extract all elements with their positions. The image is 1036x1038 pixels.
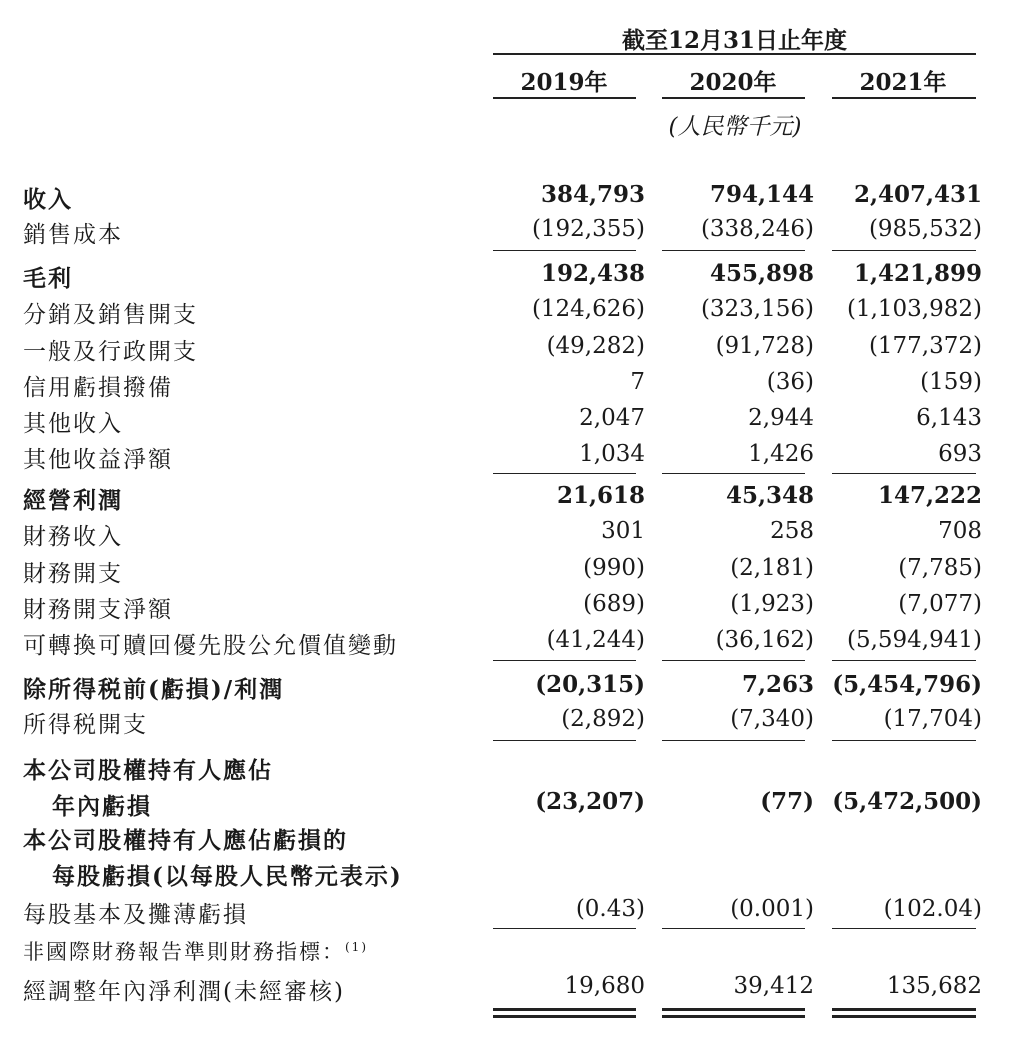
cell-revenue-2021: 2,407,431 bbox=[853, 181, 982, 208]
row-label-other-gains: 其他收益淨額 bbox=[23, 447, 173, 473]
row-label-attributable-heading: 本公司股權持有人應佔 bbox=[23, 757, 273, 784]
subtotal-rule bbox=[493, 473, 636, 474]
cell-operating-profit-2019: 21,618 bbox=[556, 482, 645, 509]
row-label-operating-profit: 經營利潤 bbox=[23, 487, 123, 514]
row-label-non-ifrs-heading bbox=[23, 936, 368, 966]
cell-loss-for-year-2021: (5,472,500) bbox=[832, 788, 982, 815]
cell-gross-profit-2020: 455,898 bbox=[709, 260, 814, 287]
cell-admin-2020: (91,728) bbox=[715, 333, 814, 359]
year-2020-underline bbox=[662, 97, 805, 99]
cell-finance-income-2019: 301 bbox=[601, 518, 645, 544]
subtotal-rule bbox=[662, 660, 805, 661]
cell-other-income-2019: 2,047 bbox=[579, 405, 645, 431]
cell-distribution-2021: (1,103,982) bbox=[846, 296, 982, 322]
cell-finance-income-2020: 258 bbox=[770, 518, 814, 544]
currency-unit: (人民幣千元) bbox=[668, 114, 802, 140]
row-label-gross-profit: 毛利 bbox=[23, 265, 73, 292]
cell-credit-loss-2019: 7 bbox=[630, 369, 645, 395]
cell-loss-before-tax-2021: (5,454,796) bbox=[832, 671, 982, 698]
cell-finance-costs-2019: (990) bbox=[583, 555, 645, 581]
double-total-rule bbox=[662, 1015, 805, 1018]
subtotal-rule bbox=[662, 740, 805, 741]
row-label-basic-diluted-eps: 每股基本及攤薄虧損 bbox=[23, 902, 248, 928]
double-total-rule bbox=[493, 1015, 636, 1018]
cell-loss-before-tax-2019: (20,315) bbox=[535, 671, 645, 698]
row-label-net-finance-costs: 財務開支淨額 bbox=[23, 597, 173, 623]
cell-net-finance-2021: (7,077) bbox=[898, 591, 982, 617]
cell-finance-costs-2020: (2,181) bbox=[730, 555, 814, 581]
cell-distribution-2020: (323,156) bbox=[700, 296, 814, 322]
cell-cost-of-sales-2019: (192,355) bbox=[531, 216, 645, 242]
cell-net-finance-2020: (1,923) bbox=[730, 591, 814, 617]
subtotal-rule bbox=[832, 250, 976, 251]
cell-loss-for-year-2019: (23,207) bbox=[535, 788, 645, 815]
cell-adjusted-profit-2019: 19,680 bbox=[564, 973, 645, 999]
cell-loss-before-tax-2020: 7,263 bbox=[741, 671, 814, 698]
row-label-eps-heading: 本公司股權持有人應佔虧損的 bbox=[23, 827, 348, 854]
row-label-revenue: 收入 bbox=[23, 186, 73, 213]
subtotal-rule bbox=[493, 250, 636, 251]
row-label-other-income: 其他收入 bbox=[23, 411, 123, 437]
cell-net-finance-2019: (689) bbox=[583, 591, 645, 617]
cell-gross-profit-2019: 192,438 bbox=[540, 260, 645, 287]
subtotal-rule bbox=[493, 928, 636, 929]
cell-other-income-2021: 6,143 bbox=[916, 405, 982, 431]
cell-fair-value-2020: (36,162) bbox=[715, 627, 814, 653]
subtotal-rule bbox=[832, 740, 976, 741]
cell-fair-value-2021: (5,594,941) bbox=[846, 627, 982, 653]
cell-credit-loss-2021: (159) bbox=[920, 369, 982, 395]
cell-admin-2019: (49,282) bbox=[546, 333, 645, 359]
row-label-fair-value-change: 可轉換可贖回優先股公允價值變動 bbox=[23, 633, 398, 659]
subtotal-rule bbox=[662, 473, 805, 474]
cell-income-tax-2019: (2,892) bbox=[561, 706, 645, 732]
cell-gross-profit-2021: 1,421,899 bbox=[853, 260, 982, 287]
subtotal-rule bbox=[662, 928, 805, 929]
cell-adjusted-profit-2020: 39,412 bbox=[733, 973, 814, 999]
header-divider bbox=[493, 53, 976, 55]
row-label-finance-income: 財務收入 bbox=[23, 524, 123, 550]
cell-cost-of-sales-2021: (985,532) bbox=[868, 216, 982, 242]
cell-other-gains-2021: 693 bbox=[938, 441, 982, 467]
year-2019-underline bbox=[493, 97, 636, 99]
cell-admin-2021: (177,372) bbox=[868, 333, 982, 359]
cell-finance-income-2021: 708 bbox=[938, 518, 982, 544]
cell-distribution-2019: (124,626) bbox=[531, 296, 645, 322]
row-label-adjusted-net-profit: 經調整年內淨利潤(未經審核) bbox=[23, 979, 345, 1005]
row-label-credit-loss: 信用虧損撥備 bbox=[23, 375, 173, 401]
row-label-cost-of-sales: 銷售成本 bbox=[23, 222, 123, 248]
subtotal-rule bbox=[832, 928, 976, 929]
row-label-finance-costs: 財務開支 bbox=[23, 561, 123, 587]
cell-income-tax-2021: (17,704) bbox=[883, 706, 982, 732]
cell-revenue-2020: 794,144 bbox=[709, 181, 814, 208]
row-label-loss-before-tax: 除所得税前(虧損)/利潤 bbox=[23, 676, 285, 703]
cell-income-tax-2020: (7,340) bbox=[730, 706, 814, 732]
row-label-loss-for-year: 年內虧損 bbox=[52, 793, 152, 820]
cell-other-gains-2019: 1,034 bbox=[579, 441, 645, 467]
row-label-income-tax: 所得税開支 bbox=[23, 712, 148, 738]
row-label-eps-subheading: 每股虧損(以每股人民幣元表示) bbox=[52, 863, 403, 890]
subtotal-rule bbox=[832, 660, 976, 661]
cell-finance-costs-2021: (7,785) bbox=[898, 555, 982, 581]
year-2019-header: 2019年 bbox=[520, 69, 608, 96]
double-total-rule bbox=[493, 1008, 636, 1011]
subtotal-rule bbox=[493, 660, 636, 661]
cell-eps-2021: (102.04) bbox=[883, 896, 982, 922]
footnote-marker: (1) bbox=[345, 940, 368, 954]
subtotal-rule bbox=[493, 740, 636, 741]
period-header: 截至12月31日止年度 bbox=[621, 27, 847, 54]
cell-other-income-2020: 2,944 bbox=[748, 405, 814, 431]
cell-cost-of-sales-2020: (338,246) bbox=[700, 216, 814, 242]
cell-eps-2019: (0.43) bbox=[575, 896, 645, 922]
subtotal-rule bbox=[832, 473, 976, 474]
double-total-rule bbox=[832, 1015, 976, 1018]
double-total-rule bbox=[662, 1008, 805, 1011]
cell-revenue-2019: 384,793 bbox=[540, 181, 645, 208]
cell-operating-profit-2020: 45,348 bbox=[725, 482, 814, 509]
row-label-distribution-expenses: 分銷及銷售開支 bbox=[23, 302, 198, 328]
year-2021-header: 2021年 bbox=[859, 69, 947, 96]
cell-credit-loss-2020: (36) bbox=[766, 369, 814, 395]
row-label-admin-expenses: 一般及行政開支 bbox=[23, 339, 198, 365]
cell-adjusted-profit-2021: 135,682 bbox=[886, 973, 982, 999]
year-2020-header: 2020年 bbox=[689, 69, 777, 96]
cell-other-gains-2020: 1,426 bbox=[748, 441, 814, 467]
cell-operating-profit-2021: 147,222 bbox=[877, 482, 982, 509]
cell-fair-value-2019: (41,244) bbox=[546, 627, 645, 653]
year-2021-underline bbox=[832, 97, 976, 99]
subtotal-rule bbox=[662, 250, 805, 251]
cell-eps-2020: (0.001) bbox=[730, 896, 814, 922]
cell-loss-for-year-2020: (77) bbox=[760, 788, 814, 815]
double-total-rule bbox=[832, 1008, 976, 1011]
non-ifrs-heading-text: 非國際財務報告準則財務指標： bbox=[23, 940, 345, 964]
